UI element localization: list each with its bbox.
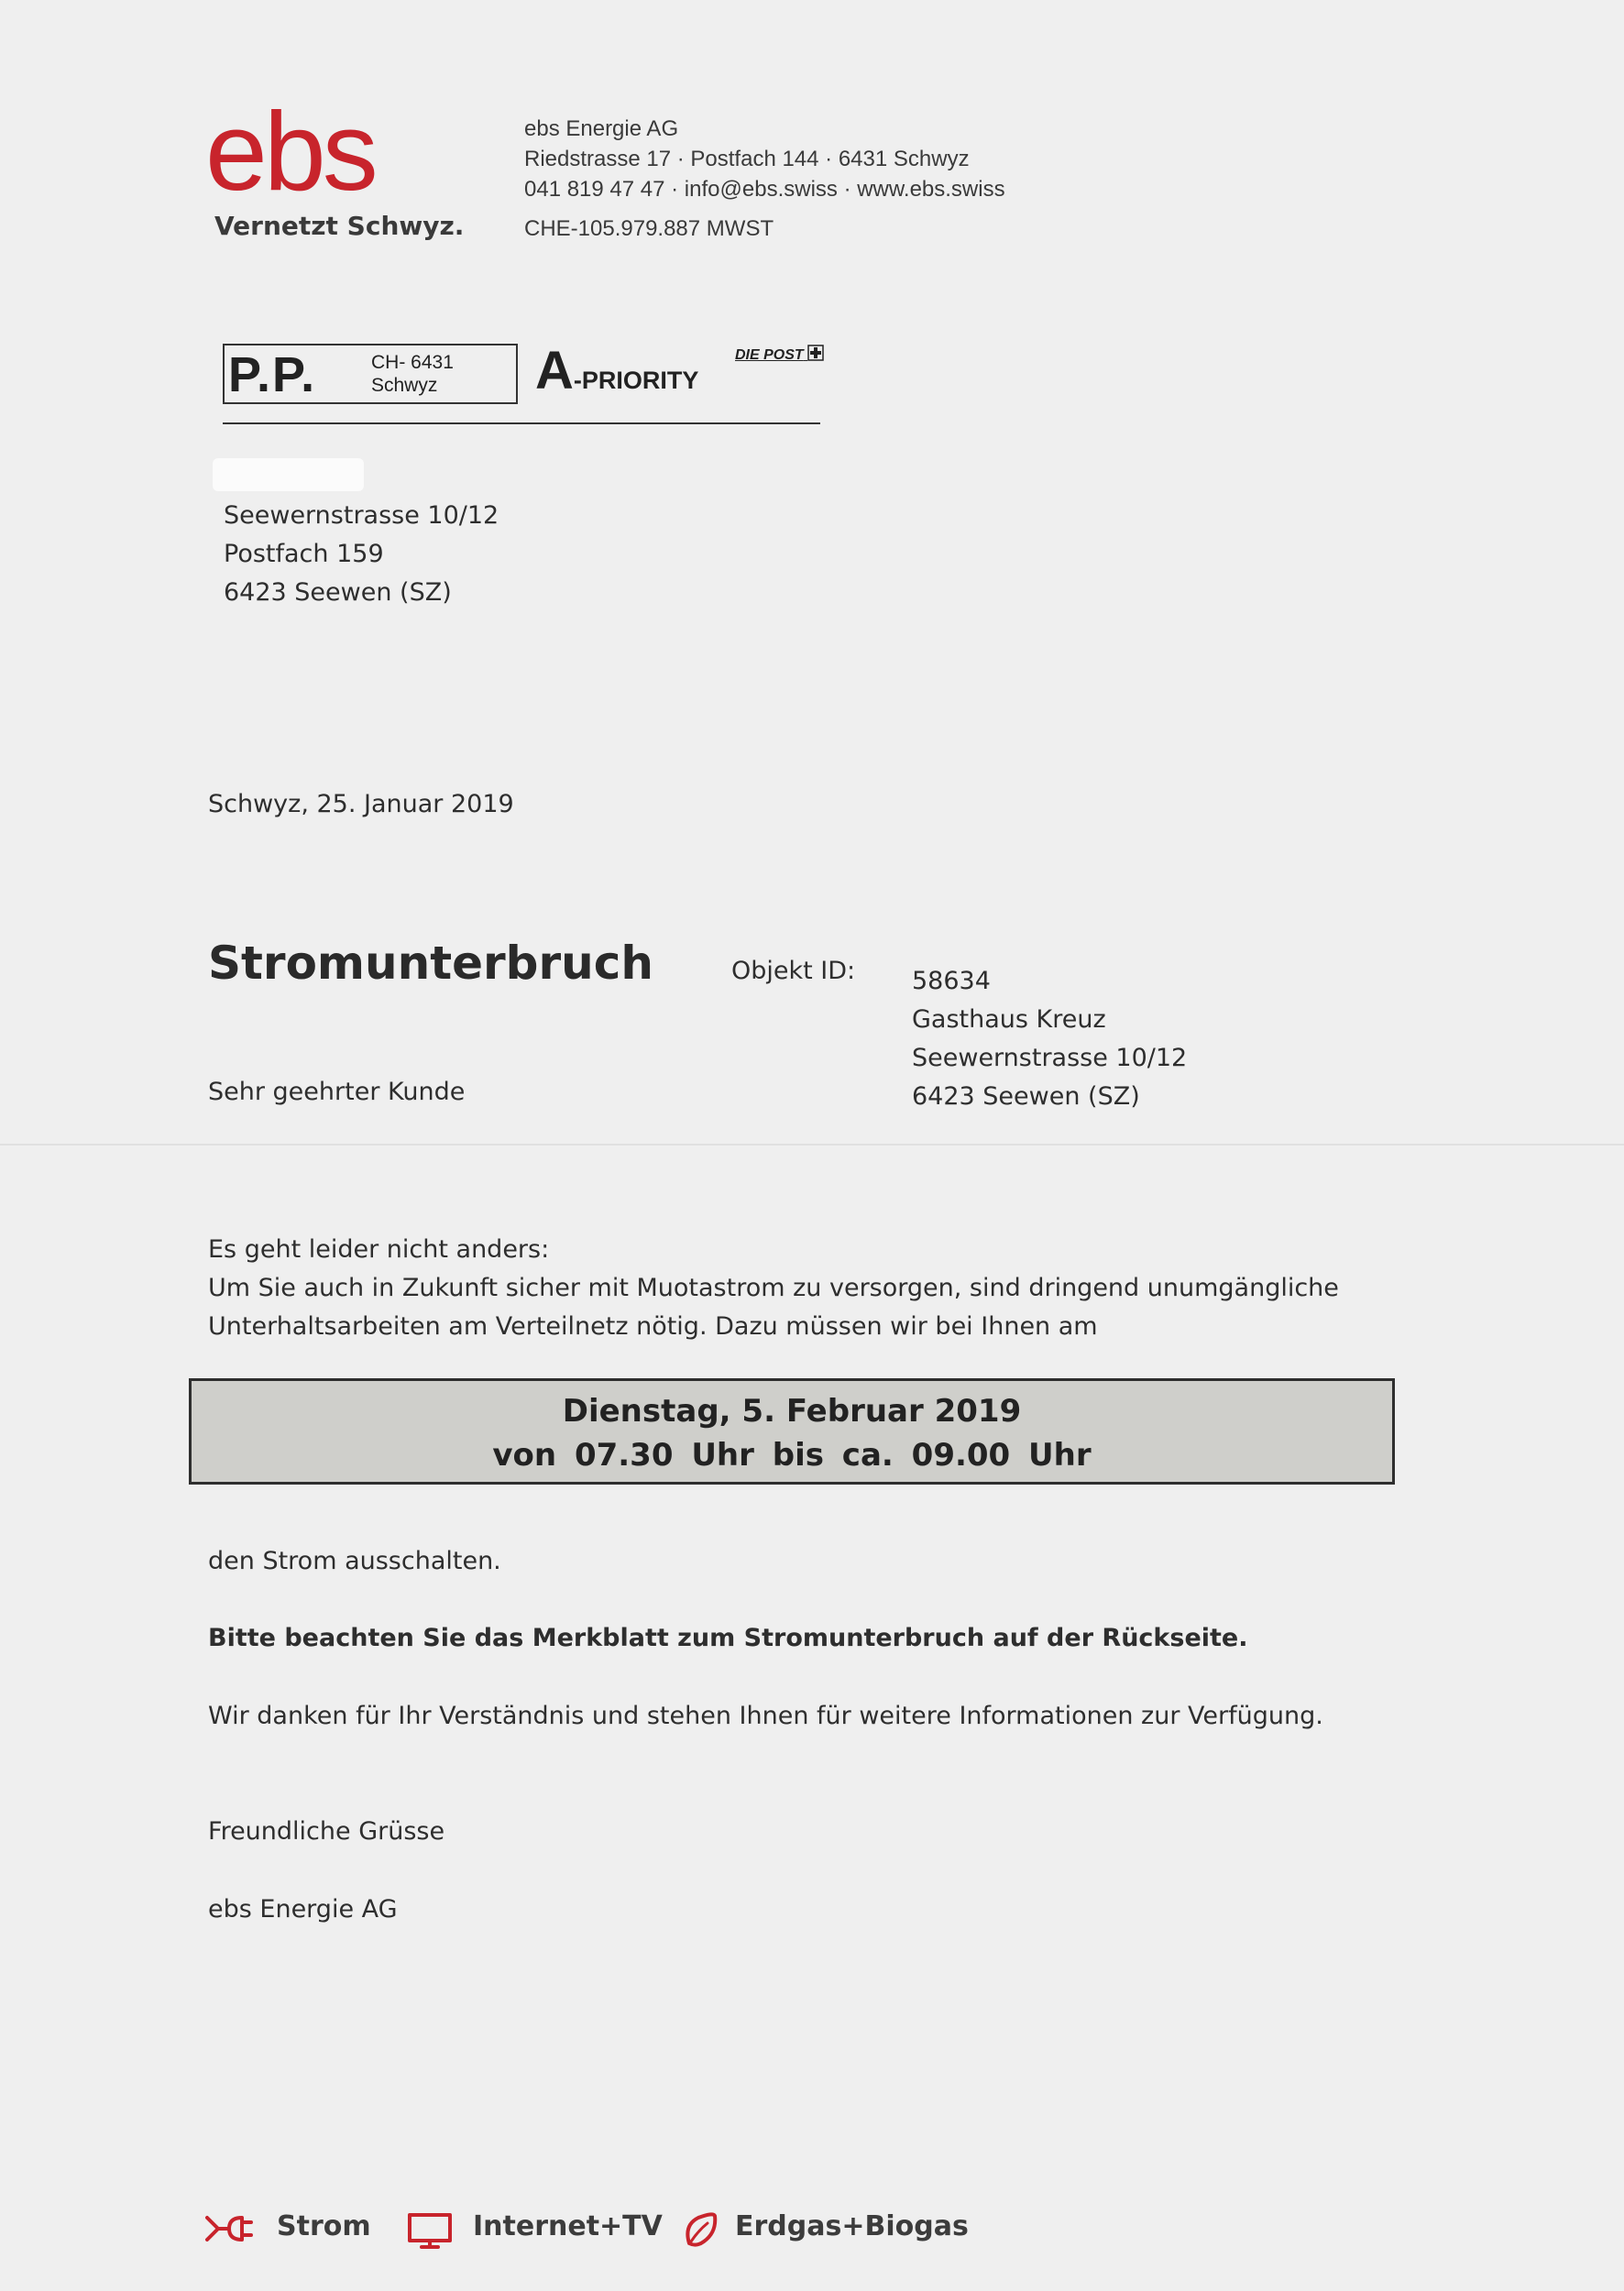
intro-line-2: Um Sie auch in Zukunft sicher mit Muotastrom zu versorgen, sind dringend unumgängliche [208, 1274, 1339, 1302]
swiss-cross-icon [807, 345, 824, 361]
postage-rule [223, 422, 820, 424]
salutation: Sehr geehrter Kunde [208, 1078, 466, 1106]
logo-wordmark: ebs [205, 89, 375, 214]
footer-label-strom: Strom [277, 2210, 371, 2242]
object-label: Objekt ID: [731, 957, 856, 985]
intro-line-1: Es geht leider nicht anders: [208, 1235, 550, 1264]
thanks-text: Wir danken für Ihr Verständnis und stehen Ihnen für weitere Informationen zur Verfügung. [208, 1702, 1323, 1730]
plug-icon [205, 2212, 262, 2245]
pp-postal-town: Schwyz [371, 375, 438, 396]
signature-text: ebs Energie AG [208, 1895, 398, 1924]
recipient-street: Seewernstrasse 10/12 [224, 501, 499, 530]
carrier-name: DIE POST [735, 347, 804, 363]
object-id: 58634 [912, 967, 991, 995]
recipient-pobox: Postfach 159 [224, 540, 384, 568]
leaf-icon [682, 2212, 719, 2249]
company-name: ebs Energie AG [524, 116, 679, 141]
redacted-name [213, 458, 364, 491]
note-text: Bitte beachten Sie das Merkblatt zum Stromunterbruch auf der Rückseite. [208, 1624, 1248, 1652]
company-vat: CHE-105.979.887 MWST [524, 216, 774, 241]
intro-paragraph [208, 1231, 1339, 1346]
object-street: Seewernstrasse 10/12 [912, 1044, 1188, 1072]
recipient-city: 6423 Seewen (SZ) [224, 578, 452, 607]
object-name: Gasthaus Kreuz [912, 1005, 1106, 1034]
priority-a: A [535, 341, 574, 400]
priority-mark [535, 343, 698, 400]
after-box-text: den Strom ausschalten. [208, 1547, 501, 1575]
monitor-icon [407, 2212, 455, 2249]
carrier-logo [735, 345, 824, 364]
object-info [912, 962, 1187, 1116]
outage-date: Dienstag, 5. Februar 2019 [562, 1393, 1022, 1430]
pp-location [371, 351, 454, 397]
letter-title: Stromunterbruch [208, 937, 653, 990]
pp-label: P.P. [228, 347, 317, 402]
fold-line [0, 1144, 1624, 1146]
company-block [524, 114, 1005, 244]
pp-stamp [223, 344, 518, 404]
company-contact: 041 819 47 47 · info@ebs.swiss · www.ebs.swiss [524, 177, 1005, 202]
letter-date: Schwyz, 25. Januar 2019 [208, 790, 514, 818]
ebs-logo [205, 89, 471, 247]
intro-line-3: Unterhaltsarbeiten am Verteilnetz nötig. Dazu müssen wir bei Ihnen am [208, 1312, 1098, 1341]
outage-date-box [189, 1378, 1395, 1485]
footer-label-internet: Internet+TV [473, 2210, 663, 2242]
outage-time: von 07.30 Uhr bis ca. 09.00 Uhr [492, 1437, 1092, 1474]
logo-tagline: Vernetzt Schwyz. [214, 211, 465, 241]
pp-postal-code: CH- 6431 [371, 352, 454, 373]
object-city: 6423 Seewen (SZ) [912, 1082, 1140, 1111]
recipient-address [224, 497, 499, 612]
company-address: Riedstrasse 17 · Postfach 144 · 6431 Schwyz [524, 147, 970, 171]
closing-text: Freundliche Grüsse [208, 1817, 445, 1846]
priority-text: -PRIORITY [573, 367, 699, 394]
footer-label-erdgas: Erdgas+Biogas [735, 2210, 969, 2242]
